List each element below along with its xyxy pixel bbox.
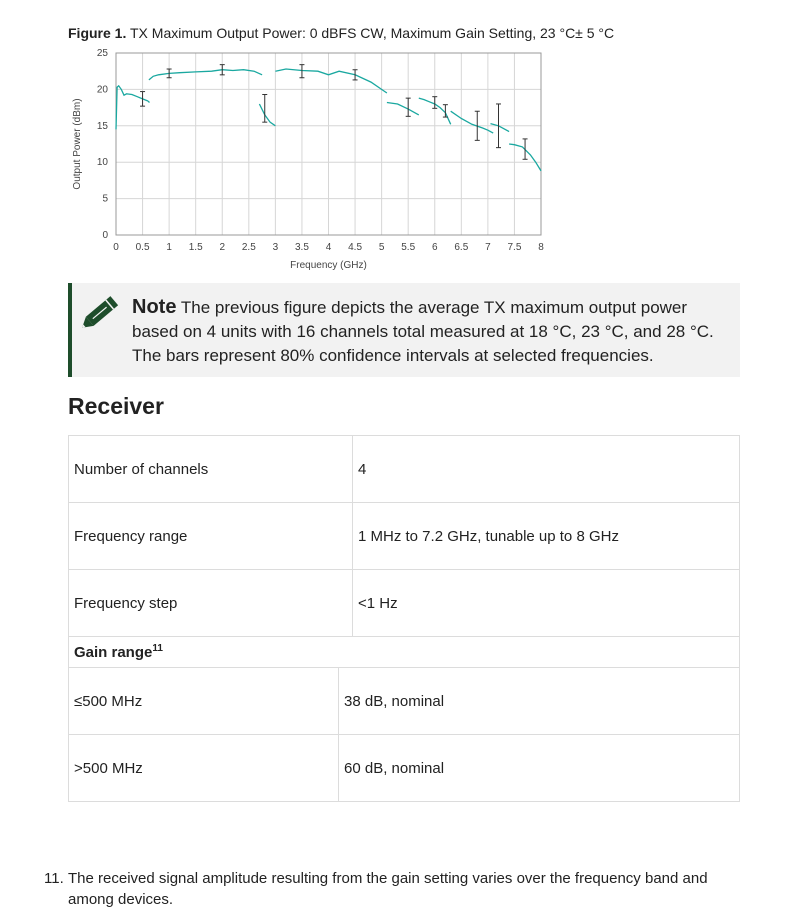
- note-title: Note: [132, 296, 177, 318]
- x-tick-label: 7.5: [507, 242, 522, 253]
- section-title: Receiver: [68, 393, 164, 419]
- x-tick-label: 3.5: [294, 242, 309, 253]
- receiver-spec-table: [68, 435, 740, 802]
- series-line-segment: [451, 111, 494, 133]
- footnote-number: 11.: [44, 870, 64, 887]
- series-line-segment: [387, 103, 419, 115]
- series-line-segment: [116, 86, 148, 130]
- series-line-segment: [491, 124, 510, 132]
- figure-label: Figure 1.: [68, 25, 127, 41]
- table-cell-label: Frequency step: [69, 570, 353, 637]
- x-tick-label: 4: [325, 242, 332, 253]
- x-tick-label: 0: [113, 242, 119, 253]
- footnote-text: The received signal amplitude resulting from the gain setting varies over the frequency band and among devices.: [68, 870, 708, 908]
- x-axis-label: Frequency (GHz): [290, 260, 367, 271]
- output-power-chart: [60, 44, 550, 274]
- x-tick-label: 6.5: [454, 242, 469, 253]
- table-row: [69, 503, 740, 570]
- y-tick-label: 5: [102, 193, 108, 205]
- figure-caption: [68, 25, 614, 41]
- gain-range-label: Gain range: [74, 644, 153, 661]
- table-cell-label: Number of channels: [69, 436, 353, 503]
- x-tick-label: 3: [272, 242, 279, 253]
- x-tick-label: 5.5: [401, 242, 416, 253]
- table-row: [69, 436, 740, 503]
- x-tick-label: 4.5: [348, 242, 363, 253]
- table-row: [69, 668, 740, 735]
- x-tick-label: 2.5: [241, 242, 256, 253]
- note-box: [68, 283, 740, 377]
- x-tick-label: 1: [166, 242, 172, 253]
- table-cell-value: 4: [353, 436, 740, 503]
- x-tick-label: 0.5: [135, 242, 150, 253]
- series-line-segment: [259, 104, 275, 126]
- x-tick-label: 8: [538, 242, 544, 253]
- y-tick-label: 10: [96, 157, 108, 169]
- x-tick-label: 6: [431, 242, 438, 253]
- table-cell-label: Frequency range: [69, 503, 353, 570]
- x-tick-label: 7: [485, 242, 491, 253]
- footnote-ref-link[interactable]: 11: [152, 643, 163, 654]
- table-cell-label: ≤500 MHz: [69, 668, 339, 735]
- note-body: The previous figure depicts the average TX maximum output power based on 4 units with 16 channels total measured at 18 °C, 23 °C, and 28 °C. The bars represent 80% confidence intervals at selected frequencies.: [132, 298, 714, 365]
- figure-caption-text: TX Maximum Output Power: 0 dBFS CW, Maximum Gain Setting, 23 °C± 5 °C: [130, 25, 615, 41]
- series-line-segment: [148, 101, 150, 103]
- table-cell-value: <1 Hz: [353, 570, 740, 637]
- table-row: [69, 570, 740, 637]
- y-tick-label: 15: [96, 120, 108, 132]
- y-tick-label: 0: [102, 230, 108, 241]
- y-axis-label: Output Power (dBm): [72, 98, 83, 190]
- gain-range-header: [69, 637, 740, 668]
- x-tick-label: 5: [378, 242, 385, 253]
- y-tick-label: 25: [96, 48, 108, 59]
- series-line-segment: [149, 70, 262, 80]
- table-row: [69, 735, 740, 802]
- table-cell-label: >500 MHz: [69, 735, 339, 802]
- x-tick-label: 2: [219, 242, 226, 253]
- table-cell-value: 60 dB, nominal: [339, 735, 740, 802]
- x-tick-label: 1.5: [188, 242, 203, 253]
- note-text: [132, 295, 732, 368]
- table-cell-value: 38 dB, nominal: [339, 668, 740, 735]
- table-cell-value: 1 MHz to 7.2 GHz, tunable up to 8 GHz: [353, 503, 740, 570]
- pencil-icon: [80, 289, 124, 333]
- table-row-gain-header: [69, 637, 740, 668]
- y-tick-label: 20: [96, 84, 108, 96]
